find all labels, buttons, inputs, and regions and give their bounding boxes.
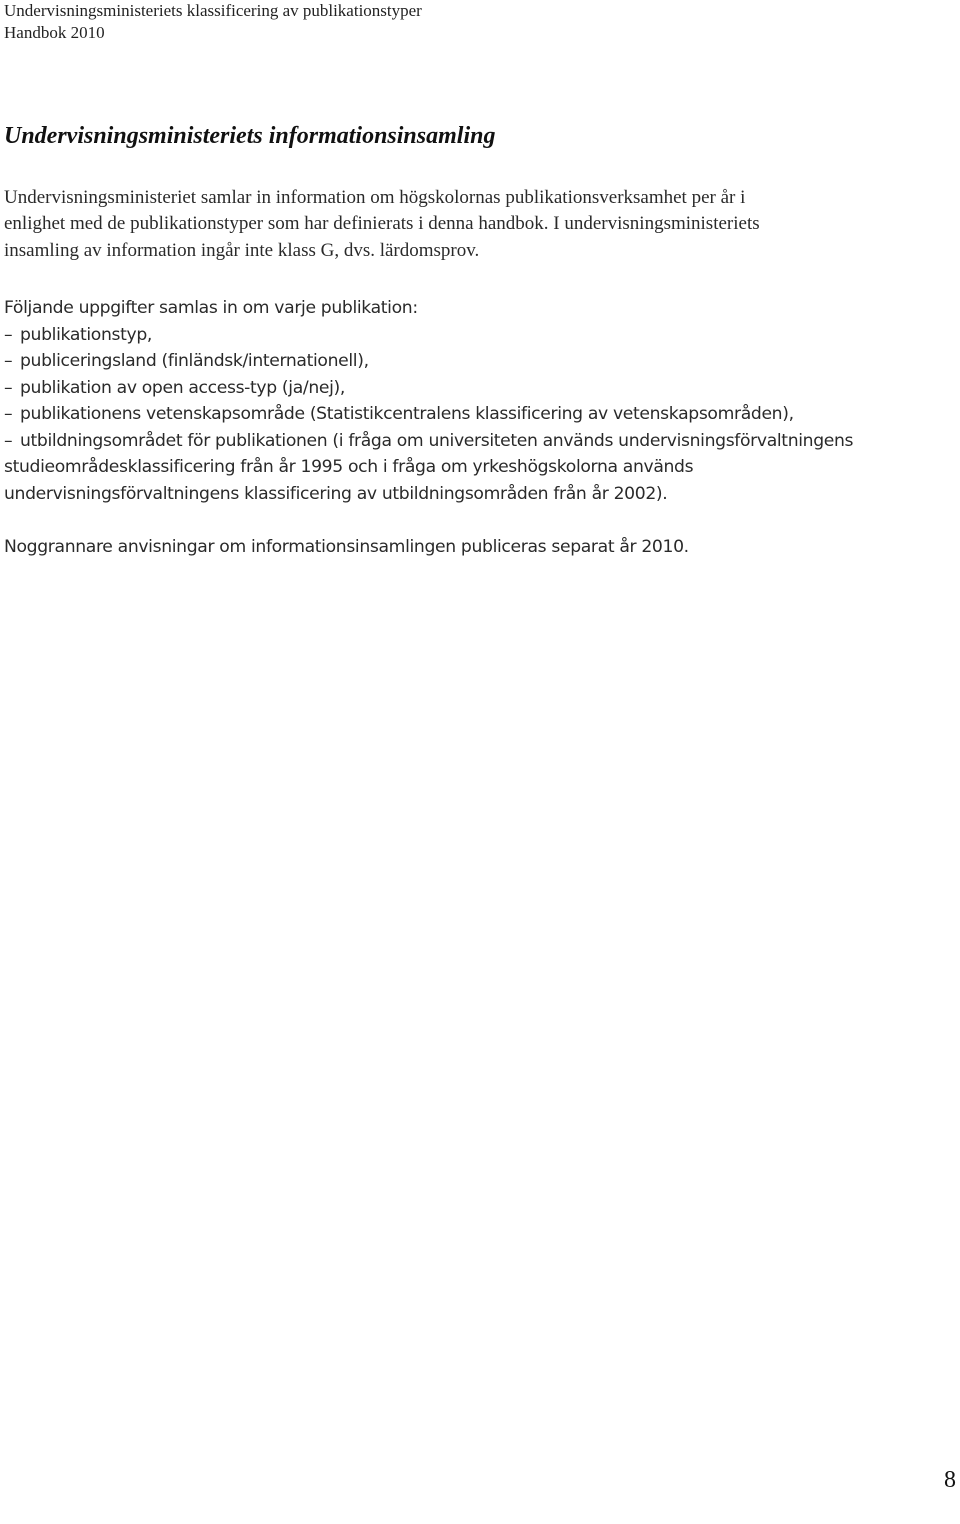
list-item-text: publikationens vetenskapsområde (Statistikcentralens klassificering av vetenskapsområden), — [20, 404, 794, 424]
list-item — [4, 322, 954, 349]
closing-paragraph: Noggrannare anvisningar om informationsinsamlingen publiceras separat år 2010. — [4, 537, 689, 557]
intro-paragraph — [4, 185, 944, 264]
list-item-continuation: studieområdesklassificering från år 1995 och i fråga om yrkeshögskolorna används — [4, 457, 694, 477]
list-item — [4, 428, 954, 455]
header-subtitle: Handbok 2010 — [4, 23, 105, 42]
list-item — [4, 348, 954, 375]
list-item — [4, 375, 954, 402]
dash-marker: – — [4, 324, 13, 345]
header-title: Undervisningsministeriets klassificering av publikationstyper — [4, 1, 422, 20]
list-item-text: publiceringsland (finländsk/internationell), — [20, 351, 369, 371]
list-item-text: publikation av open access-typ (ja/nej), — [20, 377, 345, 398]
list-item-text: publikationstyp, — [20, 324, 153, 345]
list-item-text: utbildningsområdet för publikationen (i fråga om universiteten används undervisningsförvaltningens — [20, 430, 854, 451]
dash-marker: – — [4, 430, 13, 451]
section-title: Undervisningsministeriets informationsinsamling — [4, 123, 496, 149]
list-item-continuation: undervisningsförvaltningens klassificering av utbildningsområden från år 2002). — [4, 483, 668, 504]
dash-marker: – — [4, 351, 13, 371]
intro-line: insamling av information ingår inte klass G, dvs. lärdomsprov. — [4, 239, 480, 261]
intro-line: Undervisningsministeriet samlar in information om högskolornas publikationsverksamhet per år i — [4, 187, 746, 208]
intro-line: enlighet med de publikationstyper som har definierats i denna handbok. I undervisningsministeriets — [4, 213, 760, 235]
list-intro: Följande uppgifter samlas in om varje publikation: — [4, 298, 418, 318]
list-item — [4, 401, 954, 428]
dash-marker: – — [4, 377, 13, 398]
dash-marker: – — [4, 404, 13, 424]
running-header — [4, 0, 422, 44]
data-items-list — [4, 295, 954, 507]
page-number: 8 — [944, 1467, 956, 1493]
